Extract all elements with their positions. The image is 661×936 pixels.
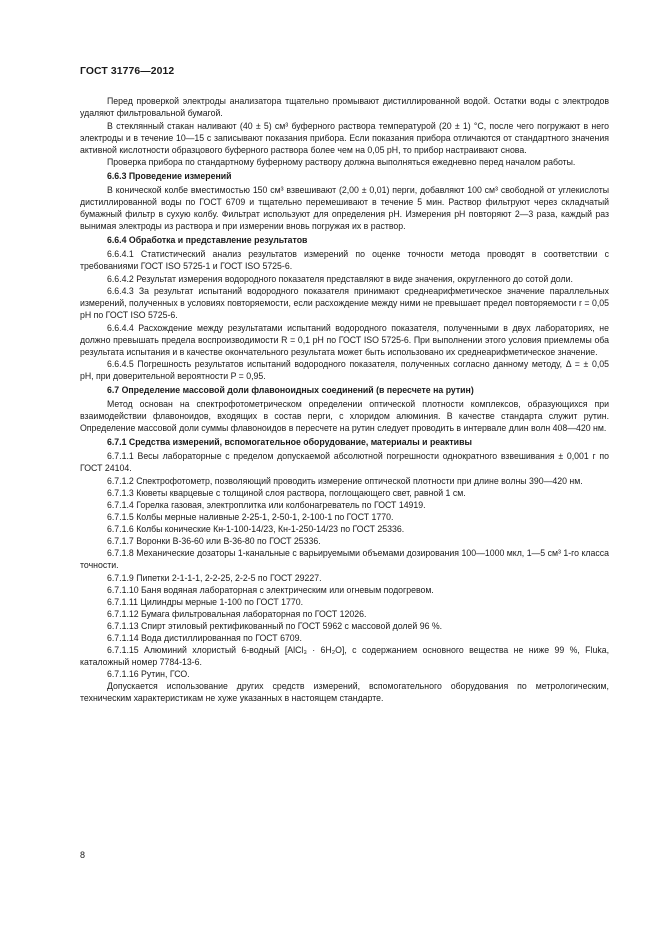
list-item: 6.7.1.11 Цилиндры мерные 1-100 по ГОСТ 1770. (107, 596, 304, 607)
list-item: 6.7.1.1 Весы лабораторные с пределом допускаемой абсолютной погрешности однократного взвешивания ± 0,001 г по ГОСТ 24104. (80, 451, 609, 473)
list-item: 6.7.1.3 Кюветы кварцевые с толщиной слоя раствора, поглощающего свет, равной 1 см. (107, 488, 466, 498)
list-item: 6.7.1.16 Рутин, ГСО. (107, 669, 190, 679)
paragraph-buffer-check: В стеклянный стакан наливают (40 ± 5) см³ буферного раствора температурой (20 ± 1) °С, после чего погружают в него электроды и в течение 10—15 с записывают показания прибора. Если показания прибора отличаются от стандартного значения активной кислотности образцового буферного раствора более чем на 0,05 pH, то прибор настраивают снова. (80, 120, 609, 155)
list-item: 6.7.1.2 Спектрофотометр, позволяющий проводить измерение оптической плотности при длине волны 390—420 нм. (107, 475, 583, 486)
list-item: 6.7.1.14 Вода дистиллированная по ГОСТ 6709. (107, 632, 302, 643)
heading-6-7: 6.7 Определение массовой доли флавоноидных соединений (в пересчете на рутин) (107, 385, 474, 395)
paragraph-6-6-4-2: 6.6.4.2 Результат измерения водородного показателя представляют в виде значения, округленного до сотой доли. (107, 273, 573, 284)
list-item: 6.7.1.5 Колбы мерные наливные 2-25-1, 2-50-1, 2-100-1 по ГОСТ 1770. (107, 512, 394, 522)
paragraph-6-6-4-3: 6.6.4.3 За результат испытаний водородного показателя принимают среднеарифметическое значение параллельных измерений, полученных в условиях повторяемости, если расхождение между ними не превышает предел повторяемости r = 0,05 pH по ГОСТ ISO 5725-6. (80, 286, 609, 320)
heading-6-7-1: 6.7.1 Средства измерений, вспомогательное оборудование, материалы и реактивы (107, 437, 472, 447)
list-item: 6.7.1.13 Спирт этиловый ректификованный по ГОСТ 5962 с массовой долей 96 %. (107, 620, 443, 631)
paragraph-6-6-4-5: 6.6.4.5 Погрешность результатов испытаний водородного показателя, полученных согласно данному методу, Δ = ± 0,05 pH, при доверительной вероятности P = 0,95. (80, 359, 609, 381)
list-item: 6.7.1.7 Воронки В-36-60 или В-36-80 по ГОСТ 25336. (107, 536, 321, 546)
list-item: 6.7.1.9 Пипетки 2-1-1-1, 2-2-25, 2-2-5 по ГОСТ 29227. (107, 572, 322, 583)
paragraph-daily-check: Проверка прибора по стандартному буферному раствору должна выполняться ежедневно перед началом работы. (107, 157, 576, 167)
paragraph-6-6-4-4: 6.6.4.4 Расхождение между результатами испытаний водородного показателя, полученными в двух лабораториях, не должно превышать предела воспроизводимости R = 0,1 pH по ГОСТ ISO 5725-6. При выполнении этого условия приемлемы оба результата испытания и в качестве окончательного результата может быть использовано их среднеарифметическое значение. (80, 322, 609, 357)
paragraph-6-6-4-1: 6.6.4.1 Статистический анализ результатов измерений по оценке точности метода проводят в соответствии с требованиями ГОСТ ISO 5725-1 и ГОСТ ISO 5725-6. (80, 249, 609, 271)
paragraph-measurement: В конической колбе вместимостью 150 см³ взвешивают (2,00 ± 0,01) перги, добавляют 100 см³ свободной от углекислоты дистиллированной воды по ГОСТ 6709 и тщательно перемешивают в течение 5 мин. Раствор фильтруют через складчатый бумажный фильтр в сухую колбу. Фильтрат используют для определения pH. Измерения pH повторяют 2—3 раза, каждый раз вынимая электроды из раствора и при измерении вновь погружая их в раствор. (80, 185, 609, 231)
list-item: 6.7.1.12 Бумага фильтровальная лабораторная по ГОСТ 12026. (107, 608, 367, 619)
standard-header: ГОСТ 31776—2012 (80, 66, 175, 77)
list-item: 6.7.1.6 Колбы конические Кн-1-100-14/23, Кн-1-250-14/23 по ГОСТ 25336. (107, 524, 405, 534)
paragraph-method-basis: Метод основан на спектрофотометрическом определении оптической плотности комплексов, образующихся при взаимодействии флавоноидов, входящих в состав перги, с хлоридом алюминия. В качестве стандарта служит рутин. Определение массовой доли суммы флавоноидов в пересчете на рутин следует проводить в интервале длин волн 408—420 нм. (80, 399, 609, 433)
heading-6-6-3: 6.6.3 Проведение измерений (107, 171, 232, 181)
paragraph-alternatives: Допускается использование других средств измерений, вспомогательного оборудования по метрологическим, техническим характеристикам не хуже указанных в настоящем стандарте. (80, 681, 609, 703)
heading-6-6-4: 6.6.4 Обработка и представление результатов (107, 235, 308, 245)
list-item: 6.7.1.8 Механические дозаторы 1-канальные с варьируемыми объемами дозирования 100—1000 мкл, 1—5 см³ 1-го класса точности. (80, 548, 609, 570)
page-number: 8 (80, 850, 86, 860)
list-item: 6.7.1.15 Алюминий хлористый 6-водный [AlCl₃ · 6H₂O], с содержанием основного вещества не ниже 99 %, Fluka, каталожный номер 7784-13-6. (80, 644, 609, 667)
paragraph-electrode-rinse: Перед проверкой электроды анализатора тщательно промывают дистиллированной водой. Остатки воды с электродов удаляют фильтровальной бумагой. (80, 96, 609, 118)
list-item: 6.7.1.4 Горелка газовая, электроплитка или колбонагреватель по ГОСТ 14919. (107, 500, 426, 510)
document-body (80, 95, 609, 705)
list-item: 6.7.1.10 Баня водяная лабораторная с электрическим или огневым подогревом. (107, 584, 434, 595)
